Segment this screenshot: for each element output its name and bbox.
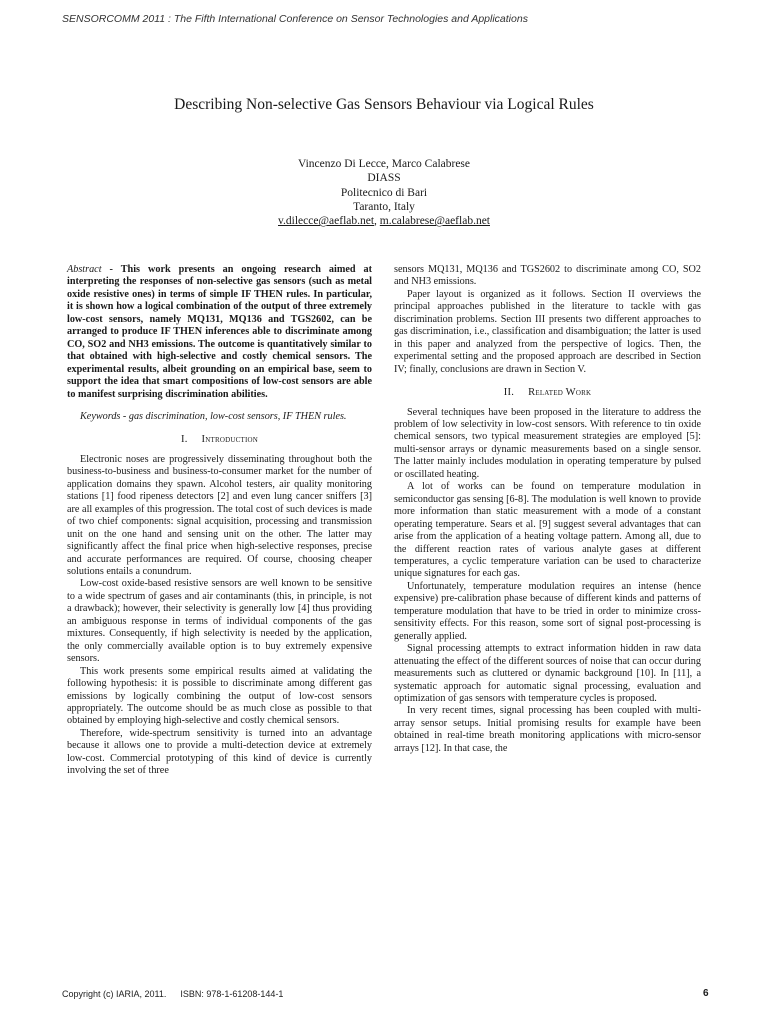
running-head: SENSORCOMM 2011 : The Fifth International Conference on Sensor Technologies and Applications bbox=[62, 13, 528, 25]
email-link-1[interactable]: v.dilecce@aeflab.net bbox=[278, 215, 375, 228]
section-heading-introduction bbox=[67, 434, 372, 446]
keywords: Keywords - gas discrimination, low-cost sensors, IF THEN rules. bbox=[80, 410, 347, 422]
author-emails: v.dilecce@aeflab.net, m.calabrese@aeflab.net bbox=[278, 215, 490, 228]
paragraph: sensors MQ131, MQ136 and TGS2602 to discriminate among CO, SO2 and NH3 emissions. bbox=[394, 264, 701, 288]
section-number: II. bbox=[503, 387, 515, 399]
author-names: Vincenzo Di Lecce, Marco Calabrese bbox=[297, 158, 471, 170]
page-number: 6 bbox=[703, 988, 709, 999]
paragraph: A lot of works can be found on temperature modulation in semiconductor gas sensing [6-8]. The modulation is well known to provide more information than static measurement with a mode of a constant operating temperature. Sears et al. [9] suggest several advantages that can arise from the application of a heating voltage pattern. Among all, due to the different reaction rates of various analyte gases at different temperatures, a cyclic temperature variation can be used to characterize unique signatures for each gas. bbox=[394, 481, 701, 580]
abstract-label: Abstract bbox=[67, 264, 102, 275]
section-heading-related-work bbox=[394, 387, 701, 399]
section-title: Related Work bbox=[528, 387, 592, 399]
paragraph: Several techniques have been proposed in the literature to address the problem of low selectivity in low-cost sensors. With reference to tin oxide chemical sensors, two typical measurement strategies are employed [5]: multi-sensor arrays or dynamic measurements based on a single sensor. The latter mainly includes modulation in operating temperature by pulsed or oscillated heating. bbox=[394, 406, 701, 480]
copyright: Copyright (c) IARIA, 2011. bbox=[62, 989, 167, 999]
abstract-text: - This work presents an ongoing research aimed at interpreting the responses of non-selective gas sensors (such as metal oxide resistive ones) in terms of simple IF THEN rules. In particular, it is shown how a logical combination of the output of three extremely low-cost sensors, namely MQ131, MQ136 and TGS2602, can be arranged to produce IF THEN inferences able to discriminate among CO, SO2 and NH3 emissions. The outcome is quantitatively similar to that obtained with high-selective and costly chemical sensors. The experimental results, albeit grounding on an empirical base, seem to support the idea that smart compositions of low-cost sensors are able to manifest surprising discrimination abilities. bbox=[67, 264, 372, 400]
author-institution: Politecnico di Bari bbox=[340, 186, 428, 199]
paper-title: Describing Non-selective Gas Sensors Behaviour via Logical Rules bbox=[174, 96, 594, 113]
paragraph: This work presents some empirical results aimed at validating the following hypothesis: it is possible to discriminate among different gas emissions by logically combining the output of low-cost sensors appropriately. The outcome should be as much close as possible to that obtained by employing high-selective and costly chemical sensors. bbox=[67, 665, 372, 727]
author-department: DIASS bbox=[367, 172, 401, 185]
paragraph: Paper layout is organized as it follows. Section II overviews the principal approaches published in the literature to tackle with gas discrimination problems. Section III presents two different approaches to gas discrimination, i.e., classification and disambiguation; the latter is used in this paper and analyzed from the perspective of logics. Then, the experimental setting and the proposed approach are described in Section IV; finally, conclusions are drawn in Section V. bbox=[394, 288, 701, 375]
author-location: Taranto, Italy bbox=[353, 200, 415, 213]
paragraph: Unfortunately, temperature modulation requires an intense (hence expensive) pre-calibration phase because of different kinds and patterns of temperature modulation that have to be tried in order to minimize cross-sensitivity effects. For this reason, some sort of signal post-processing is generally applied. bbox=[394, 580, 701, 642]
author-block bbox=[0, 157, 768, 228]
paragraph: Electronic noses are progressively disseminating throughout both the business-to-business and business-to-consumer market for the number of application domains they spawn. Alcohol testers, air quality monitoring stations [1] food ripeness detectors [2] and even lung cancer sniffers [3] are all examples of this progression. The total cost of such devices is made of two chief components: signal acquisition, processing and transmission unit on the one hand and sensing unit on the other. The latter may significantly affect the final price when high-selective responses, precise and accurate performances are required. Of course, choosing cheaper solutions entails a conundrum. bbox=[67, 453, 372, 577]
abstract bbox=[67, 264, 372, 401]
paragraph: In very recent times, signal processing has been coupled with multi-array sensor setups. Initial promising results for example have been obtained in real-time breath monitoring applications with micro-sensor arrays [12]. In that case, the bbox=[394, 705, 701, 754]
section-number: I. bbox=[180, 434, 188, 446]
paragraph: Signal processing attempts to extract information hidden in raw data attenuating the effect of the different sources of noise that can occur during measurements such as cluttered or dynamic background [10]. In [11], a systematic approach for automatic signal processing, evaluation and optimization of gas sensors with temperature cycles is proposed. bbox=[394, 643, 701, 704]
isbn: ISBN: 978-1-61208-144-1 bbox=[180, 989, 284, 999]
footer bbox=[62, 989, 283, 999]
left-column bbox=[67, 264, 372, 778]
paragraph: Therefore, wide-spectrum sensitivity is turned into an advantage because it allows one to provide a multi-detection device at extremely low-cost. Commercial prototyping of this kind of device is currently involving the set of three bbox=[67, 727, 372, 777]
section-title: Introduction bbox=[201, 434, 259, 446]
paragraph: Low-cost oxide-based resistive sensors are well known to be sensitive to a wide spectrum of gases and air contaminants (this, in principle, is not a drawback); however, their selectivity is generally low [4] thus providing an ambiguous response in terms of individual components of the gas mixtures. Consequently, if high selectivity is needed by the application, the only commercially available option is to buy extremely expensive sensors. bbox=[67, 578, 372, 665]
email-link-2[interactable]: m.calabrese@aeflab.net bbox=[379, 215, 490, 228]
right-column bbox=[394, 264, 701, 755]
